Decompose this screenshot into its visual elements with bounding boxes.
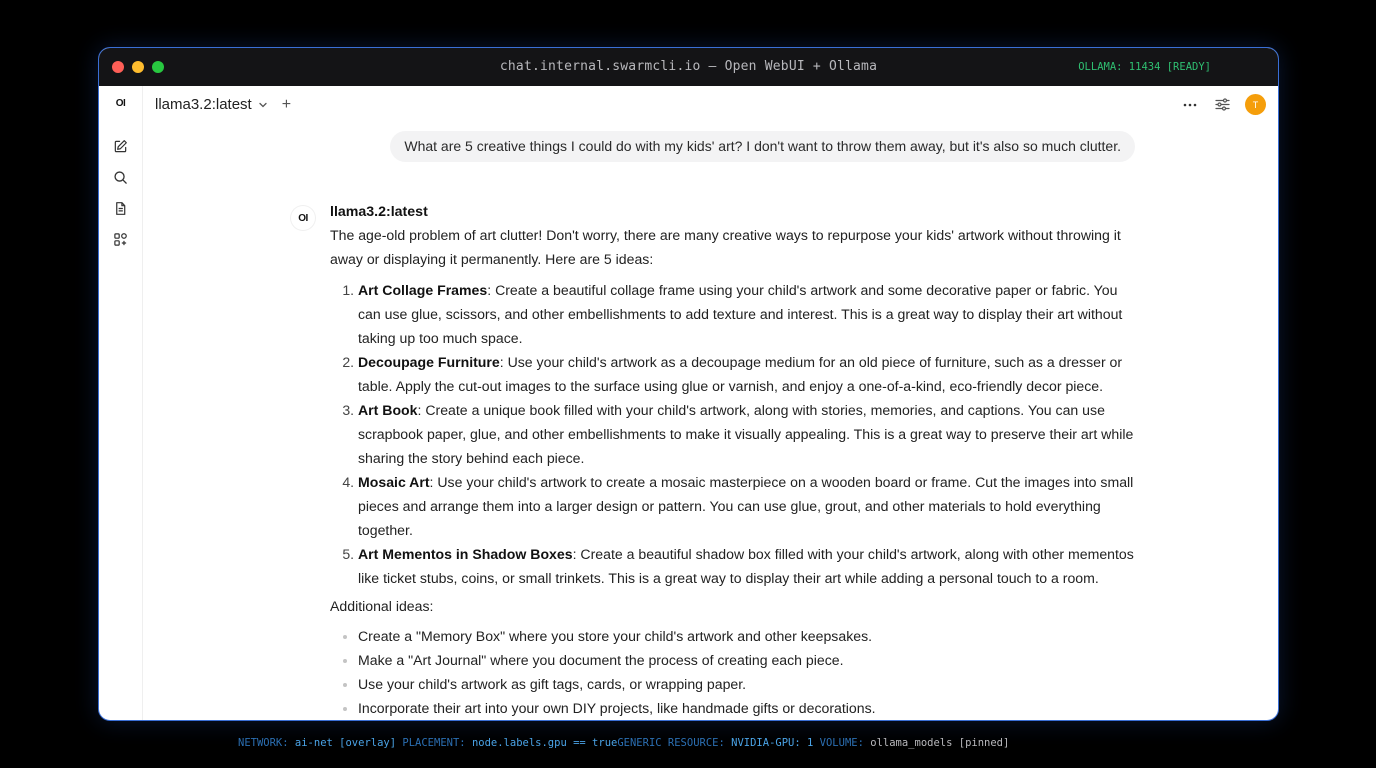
additional-list: [330, 624, 1140, 720]
more-dots-icon: [1183, 103, 1197, 107]
resource-label: GENERIC RESOURCE:: [617, 737, 725, 749]
model-name[interactable]: llama3.2:latest: [155, 96, 252, 113]
sliders-icon: [1215, 98, 1230, 111]
placement-label: PLACEMENT:: [402, 737, 466, 749]
idea-text: : Create a unique book filled with your child's artwork, along with stories, memories, and captions. You can use scrapbook paper, glue, and other embellishments to make it visually appealing. This is a great way to preserve their art while sharing the story behind each piece.: [358, 402, 1134, 466]
list-item: [358, 398, 1140, 470]
list-item: [358, 350, 1140, 398]
network-value: ai-net [overlay]: [294, 737, 397, 749]
ideas-list: [330, 278, 1140, 590]
sidebar-rail: [99, 86, 143, 720]
idea-title: Art Mementos in Shadow Boxes: [358, 546, 573, 562]
header-actions: [1181, 94, 1266, 115]
list-item: • Use your child's artwork as gift tags, cards, or wrapping paper.: [358, 672, 1140, 696]
list-item: • Incorporate their art into your own DIY projects, like handmade gifts or decorations.: [358, 696, 1140, 720]
chat-main: [143, 86, 1278, 720]
assistant-avatar: OI: [291, 206, 315, 230]
window-title: chat.internal.swarmcli.io — Open WebUI + Ollama: [499, 59, 878, 74]
search-icon: [113, 170, 128, 185]
title-bar: [99, 48, 1278, 86]
user-avatar[interactable]: T: [1245, 94, 1266, 115]
notes-button[interactable]: [107, 194, 135, 222]
idea-text: : Use your child's artwork to create a mosaic masterpiece on a wooden board or frame. Cut the images into small pieces and arrange them into a larger design or pattern. You can use glue, grout, and other materials to hold everything together.: [358, 474, 1134, 538]
additional-heading: Additional ideas:: [330, 598, 434, 614]
list-item: • Make a "Art Journal" where you document the process of creating each piece.: [358, 648, 1140, 672]
idea-text: : Create a beautiful collage frame using your child's artwork and some decorative paper or fabric. You can use glue, scissors, and other embellishments to add texture and interest. This is a great way to display their art without taking up too much space.: [358, 282, 1123, 346]
new-chat-icon: [113, 139, 128, 154]
idea-title: Art Collage Frames: [358, 282, 488, 298]
add-model-button[interactable]: +: [281, 95, 292, 113]
assistant-message: [330, 202, 1140, 720]
volume-label: VOLUME:: [819, 737, 864, 749]
workspace-icon: [113, 232, 128, 247]
list-item: [358, 278, 1140, 350]
assistant-intro: The age-old problem of art clutter! Don't worry, there are many creative ways to repurpose your kids' artwork without throwing it away or displaying it permanently. Here are 5 ideas:: [330, 227, 1121, 267]
resource-value: NVIDIA-GPU: 1: [731, 737, 814, 749]
assistant-name: llama3.2:latest: [330, 204, 428, 220]
ollama-status: OLLAMA: 11434 [READY]: [1078, 61, 1211, 73]
list-item: [358, 470, 1140, 542]
user-message: What are 5 creative things I could do with my kids' art? I don't want to throw them away, but it's also so much clutter.: [390, 131, 1135, 162]
workspace-button[interactable]: [107, 225, 135, 253]
app-logo[interactable]: OI: [115, 98, 126, 109]
idea-title: Mosaic Art: [358, 474, 430, 490]
more-options-button[interactable]: [1181, 96, 1199, 114]
app-body: [99, 86, 1278, 720]
placement-value: node.labels.gpu == true: [471, 737, 618, 749]
volume-value: ollama_models [pinned]: [870, 737, 1010, 749]
deployment-status-bar: [238, 737, 1009, 749]
list-item: • Create a "Memory Box" where you store your child's artwork and other keepsakes.: [358, 624, 1140, 648]
idea-text: : Create a beautiful shadow box filled with your child's artwork, along with other mementos like ticket stubs, coins, or small trinkets. This is a great way to display their art while adding a personal touch to a room.: [358, 546, 1134, 586]
network-label: NETWORK:: [238, 737, 289, 749]
app-window: [98, 47, 1279, 721]
idea-text: : Use your child's artwork as a decoupage medium for an old piece of furniture, such as a dresser or table. Apply the cut-out images to the surface using glue or varnish, and enjoy a one-of-a-kind, eco-friendly decor piece.: [358, 354, 1123, 394]
search-button[interactable]: [107, 163, 135, 191]
idea-title: Art Book: [358, 402, 418, 418]
notes-icon: [113, 201, 128, 216]
new-chat-button[interactable]: [107, 132, 135, 160]
chevron-down-icon[interactable]: [258, 100, 268, 110]
controls-button[interactable]: [1213, 96, 1231, 114]
list-item: [358, 542, 1140, 590]
model-selector[interactable]: [155, 96, 291, 113]
idea-title: Decoupage Furniture: [358, 354, 500, 370]
